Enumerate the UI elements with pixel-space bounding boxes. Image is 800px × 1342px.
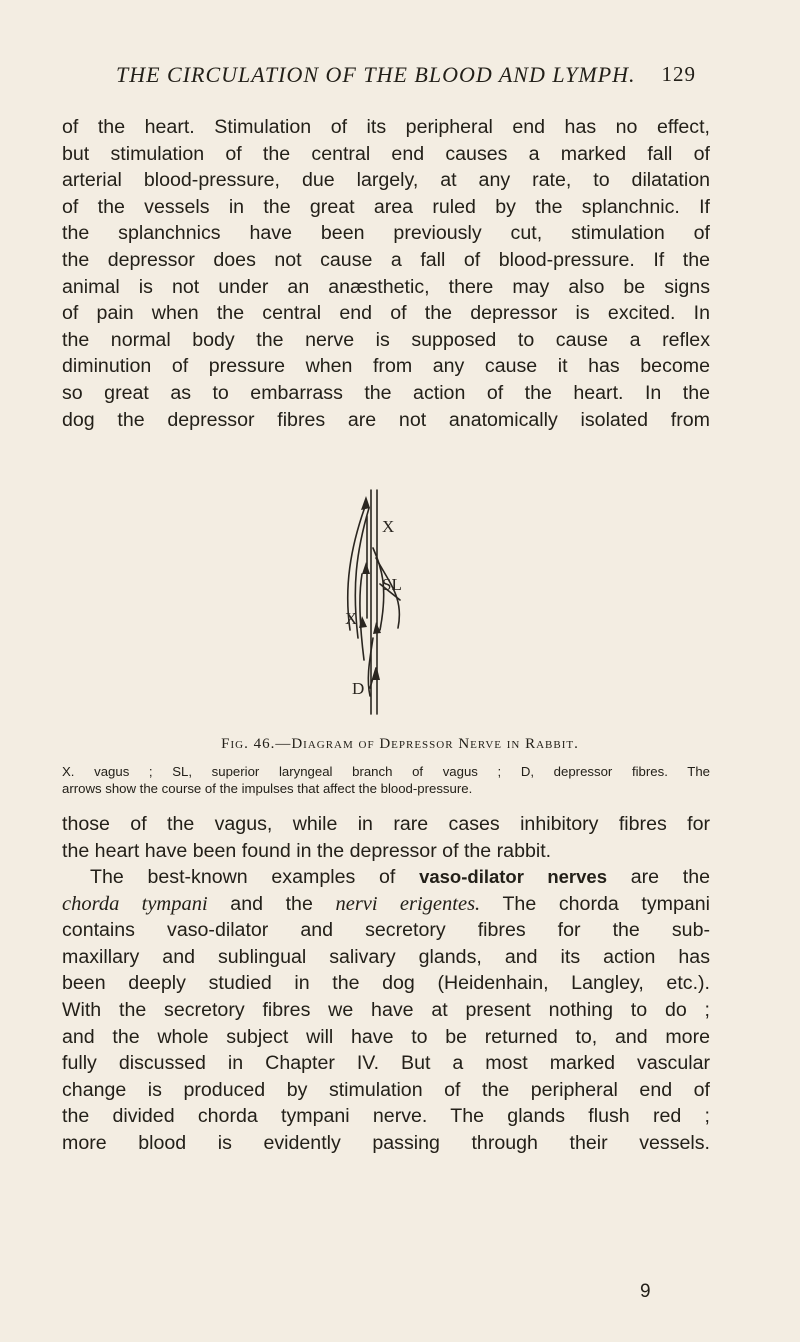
text-line: the normal body the nerve is supposed to cause a reflex — [62, 328, 710, 351]
text-line: of the vessels in the great area ruled by the splanchnic. If — [62, 195, 710, 218]
text-line: fully discussed in Chapter IV. But a most marked vascular — [62, 1052, 710, 1075]
text-line: the divided chorda tympani nerve. The glands flush red ; — [62, 1105, 710, 1128]
text-line: dog the depressor fibres are not anatomically isolated from — [62, 408, 710, 431]
text-line: the splanchnics have been previously cut, stimulation of — [62, 222, 710, 245]
label-sl: SL — [382, 575, 402, 594]
paragraph-1 — [62, 114, 710, 433]
text-line: The best-known examples of vaso-dilator nerves are the — [90, 866, 711, 888]
depressor-nerve-diagram — [240, 488, 560, 716]
caption-line: X. vagus ; SL, superior laryngeal branch of vagus ; D, depressor fibres. The — [62, 764, 710, 779]
paragraph-3 — [62, 864, 710, 1157]
impulse-arrow — [361, 496, 370, 510]
caption-line: arrows show the course of the impulses that affect the blood-pressure. — [62, 781, 473, 796]
text-line: maxillary and sublingual salivary glands, and its action has — [62, 945, 710, 968]
text-line: more blood is evidently passing through their vessels. — [62, 1131, 710, 1154]
paragraph-2 — [62, 811, 710, 864]
text-line: arterial blood-pressure, due largely, at any rate, to dilatation — [62, 169, 710, 192]
text-line: those of the vagus, while in rare cases inhibitory fibres for — [62, 813, 710, 835]
text-line: been deeply studied in the dog (Heidenhain, Langley, etc.). — [62, 972, 710, 995]
page-number: 129 — [661, 62, 696, 86]
text-line: so great as to embarrass the action of the heart. In the — [62, 381, 710, 404]
impulse-arrow — [362, 562, 370, 574]
text-line: animal is not under an anæsthetic, there may also be signs — [62, 275, 710, 298]
running-header — [116, 62, 696, 88]
text-line: change is produced by stimulation of the peripheral end of — [62, 1078, 710, 1101]
figure-caption-title: Fig. 46.—Diagram of Depressor Nerve in Rabbit. — [221, 736, 579, 752]
text-line: the heart have been found in the depressor of the rabbit. — [62, 839, 552, 862]
running-title: THE CIRCULATION OF THE BLOOD AND LYMPH. — [116, 62, 636, 87]
text-line: and the whole subject will have to be returned to, and more — [62, 1025, 710, 1048]
figure-caption-body — [62, 763, 710, 797]
text-line: chorda tympani and the nervi erigentes. The chorda tympani — [62, 892, 710, 915]
label-d: D — [352, 679, 365, 698]
label-x-top: X — [382, 517, 395, 536]
signature-mark: 9 — [640, 1281, 651, 1302]
label-x-left: X — [345, 609, 358, 628]
text-line: of pain when the central end of the depressor is excited. In — [62, 302, 710, 325]
italic-term: chorda tympani — [62, 892, 208, 915]
bold-term: vaso-dilator nerves — [419, 866, 607, 887]
text-line: but stimulation of the central end causes a marked fall of — [62, 142, 710, 165]
text-line: the depressor does not cause a fall of blood-pressure. If the — [62, 248, 710, 271]
text-line: of the heart. Stimulation of its peripheral end has no effect, — [62, 116, 710, 138]
text-line: contains vaso-dilator and secretory fibres for the sub- — [62, 919, 710, 942]
text-line: diminution of pressure when from any cause it has become — [62, 355, 710, 378]
italic-term: nervi erigentes. — [335, 892, 481, 915]
text-line: With the secretory fibres we have at present nothing to do ; — [62, 998, 710, 1021]
